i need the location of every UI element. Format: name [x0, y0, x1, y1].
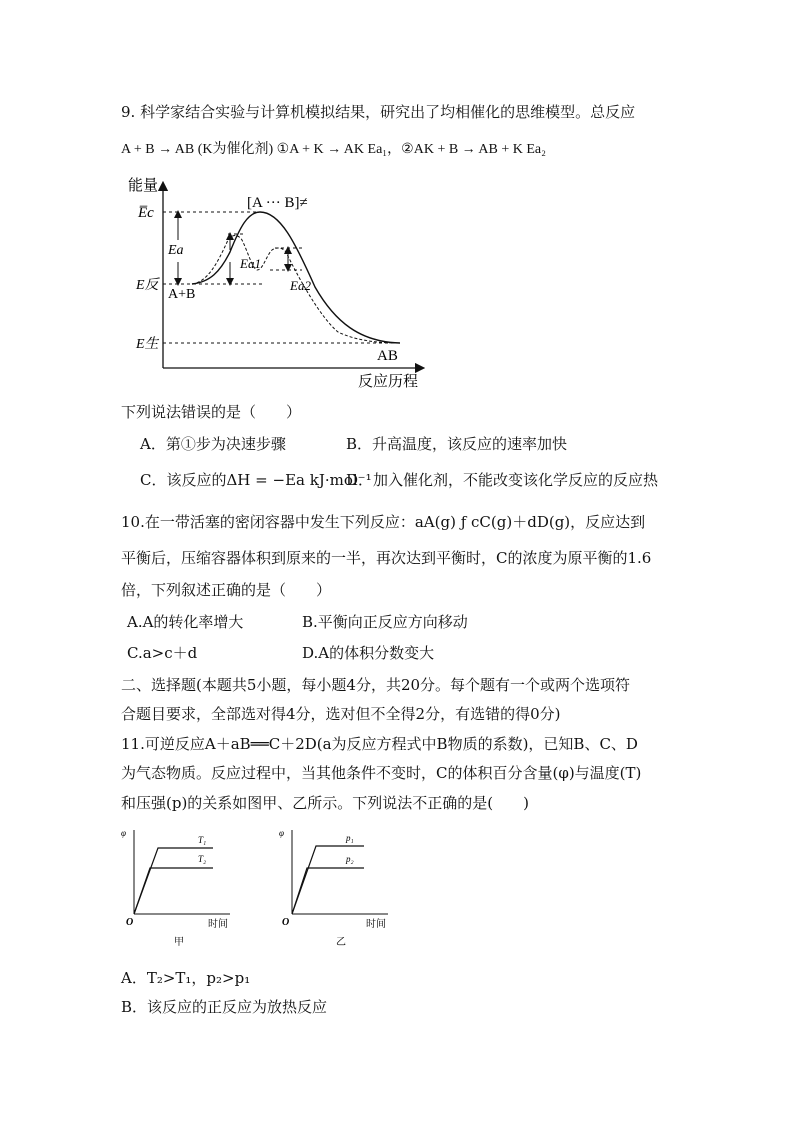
q9-option-a[interactable]: A．第①步为决速步骤	[140, 435, 286, 453]
q10-option-c[interactable]: C.a>c＋d	[127, 644, 198, 662]
q11-option-a[interactable]: A．T₂>T₁，p₂>p₁	[121, 969, 251, 987]
q10-option-a[interactable]: A.A的转化率增大	[127, 613, 244, 631]
q9-option-d[interactable]: D．加入催化剂，不能改变该化学反应的反应热	[346, 471, 659, 489]
q10-option-b[interactable]: B.平衡向正反应方向移动	[302, 613, 468, 631]
x-axis-label: 反应历程	[358, 372, 419, 390]
q11-line-1: 11.可逆反应A＋aB══C＋2D(a为反应方程式中B物质的系数)，已知B、C、D	[121, 735, 638, 753]
yi-lower-label: p₂	[346, 854, 354, 864]
esheng-label: E生	[136, 337, 159, 352]
q10-line-3: 倍，下列叙述正确的是（ ）	[121, 581, 332, 599]
q9-option-c[interactable]: C．该反应的ΔH = −Ea kJ·mol⁻¹	[140, 471, 372, 489]
q10-line-2: 平衡后，压缩容器体积到原来的一半，再次达到平衡时，C的浓度为原平衡的1.6	[121, 549, 652, 567]
energy-diagram	[120, 172, 440, 394]
q9-stem: 9. 科学家结合实验与计算机模拟结果，研究出了均相催化的思维模型。总反应	[121, 103, 636, 121]
jia-curve-lower	[134, 868, 213, 914]
yi-ylabel: φ	[279, 828, 284, 838]
jia-caption: 甲	[174, 937, 184, 948]
q9-option-b[interactable]: B．升高温度，该反应的速率加快	[346, 435, 568, 453]
chart-jia	[118, 826, 243, 951]
reactant-label: A+B	[168, 287, 196, 302]
chart-yi	[276, 826, 401, 951]
q11-option-b[interactable]: B．该反应的正反应为放热反应	[121, 998, 328, 1016]
yi-curve-lower	[292, 868, 364, 914]
q9-prompt: 下列说法错误的是（ ）	[121, 403, 302, 421]
q11-line-3: 和压强(p)的关系如图甲、乙所示。下列说法不正确的是( )	[121, 794, 530, 812]
product-label: AB	[377, 348, 398, 364]
section2-line-1: 二、选择题(本题共5小题，每小题4分，共20分。每个题有一个或两个选项符	[121, 676, 631, 694]
ec-label: E̅c	[138, 205, 154, 221]
jia-ylabel: φ	[121, 828, 126, 838]
q11-line-2: 为气态物质。反应过程中，当其他条件不变时，C的体积百分含量(φ)与温度(T)	[121, 764, 642, 782]
yi-origin: O	[282, 917, 290, 928]
ts-label: [A ··· B]≠	[247, 195, 308, 211]
ea-label: Ea	[168, 243, 184, 258]
ea1-label: Ea1	[240, 256, 261, 271]
yi-upper-label: p₁	[346, 833, 354, 843]
jia-xlabel: 时间	[208, 919, 228, 930]
q10-option-d[interactable]: D.A的体积分数变大	[302, 644, 435, 662]
efan-label: E反	[136, 278, 159, 293]
q10-line-1: 10.在一带活塞的密闭容器中发生下列反应：aA(g) ƒ cC(g)＋dD(g)，反应达到	[121, 513, 646, 531]
yi-xlabel: 时间	[366, 919, 386, 930]
jia-upper-label: T₁	[198, 835, 207, 845]
yi-caption: 乙	[336, 937, 346, 948]
jia-origin: O	[126, 917, 134, 928]
ea2-label: Ea2	[290, 278, 311, 293]
q9-reaction-line: A + B → AB (K为催化剂) ①A + K → AK Ea₁，②AK + B → AB + K Ea₂	[121, 142, 547, 157]
y-axis-label: 能量	[128, 176, 159, 194]
section2-line-2: 合题目要求，全部选对得4分，选对但不全得2分，有选错的得0分)	[121, 705, 561, 723]
jia-lower-label: T₂	[198, 854, 207, 864]
